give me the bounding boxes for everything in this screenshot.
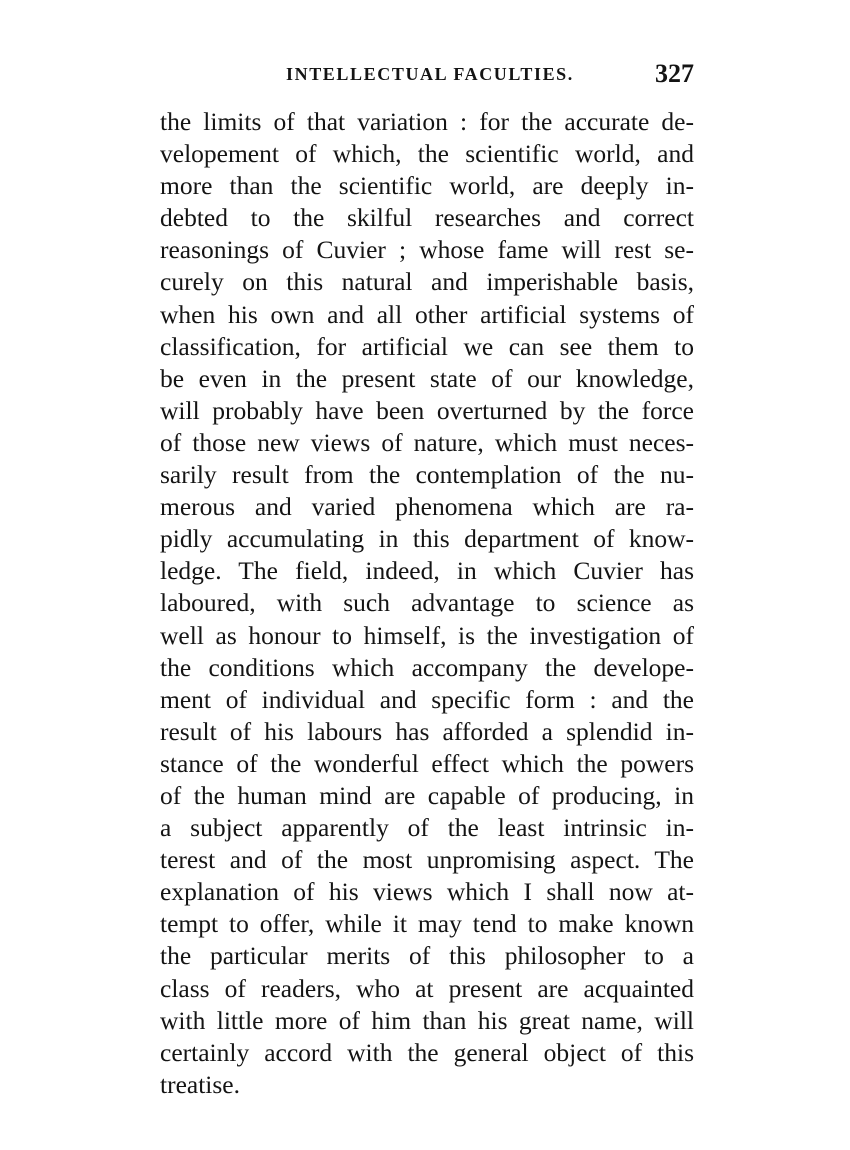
page-number: 327 (655, 59, 694, 88)
text-line: merous and varied phenomena which are ra- (160, 492, 694, 522)
text-line: debted to the skilful researches and correct (160, 203, 694, 233)
text-line: well as honour to himself, is the investigation of (160, 620, 694, 650)
text-line: curely on this natural and imperishable basis, (160, 267, 694, 297)
text-line: the conditions which accompany the develope- (160, 652, 694, 682)
text-line: ledge. The field, indeed, in which Cuvier has (160, 556, 694, 586)
body-text (160, 106, 694, 1101)
text-line: laboured, with such advantage to science as (160, 588, 694, 618)
text-line: terest and of the most unpromising aspect. The (160, 845, 694, 875)
text-line: of the human mind are capable of producing, in (160, 780, 694, 810)
text-line: treatise. (160, 1069, 240, 1099)
text-line: of those new views of nature, which must neces- (160, 427, 694, 457)
text-line: reasonings of Cuvier ; whose fame will rest se- (160, 235, 694, 265)
text-line: the limits of that variation : for the accurate de- (160, 107, 694, 136)
text-line: the particular merits of this philosopher to a (160, 941, 694, 971)
text-line: velopement of which, the scientific world, and (160, 139, 694, 169)
text-line: pidly accumulating in this department of know- (160, 524, 694, 554)
text-line: certainly accord with the general object of this (160, 1037, 694, 1067)
text-line: sarily result from the contemplation of the nu- (160, 460, 694, 490)
text-line: more than the scientific world, are deeply in- (160, 171, 694, 201)
text-line: result of his labours has afforded a splendid in- (160, 716, 694, 746)
text-line: tempt to offer, while it may tend to make known (160, 909, 694, 939)
running-header (160, 59, 694, 94)
text-line: be even in the present state of our knowledge, (160, 363, 694, 393)
text-line: ment of individual and specific form : and the (160, 684, 694, 714)
text-line: stance of the wonderful effect which the powers (160, 748, 694, 778)
text-line: classification, for artificial we can see them to (160, 331, 694, 361)
text-line: with little more of him than his great name, will (160, 1005, 694, 1035)
text-line: explanation of his views which I shall now at- (160, 877, 694, 907)
text-line: when his own and all other artificial systems of (160, 299, 694, 329)
running-head-title: INTELLECTUAL FACULTIES. (286, 64, 574, 84)
text-line: will probably have been overturned by the force (160, 395, 694, 425)
text-line: a subject apparently of the least intrinsic in- (160, 813, 694, 843)
text-line: class of readers, who at present are acquainted (160, 973, 694, 1003)
